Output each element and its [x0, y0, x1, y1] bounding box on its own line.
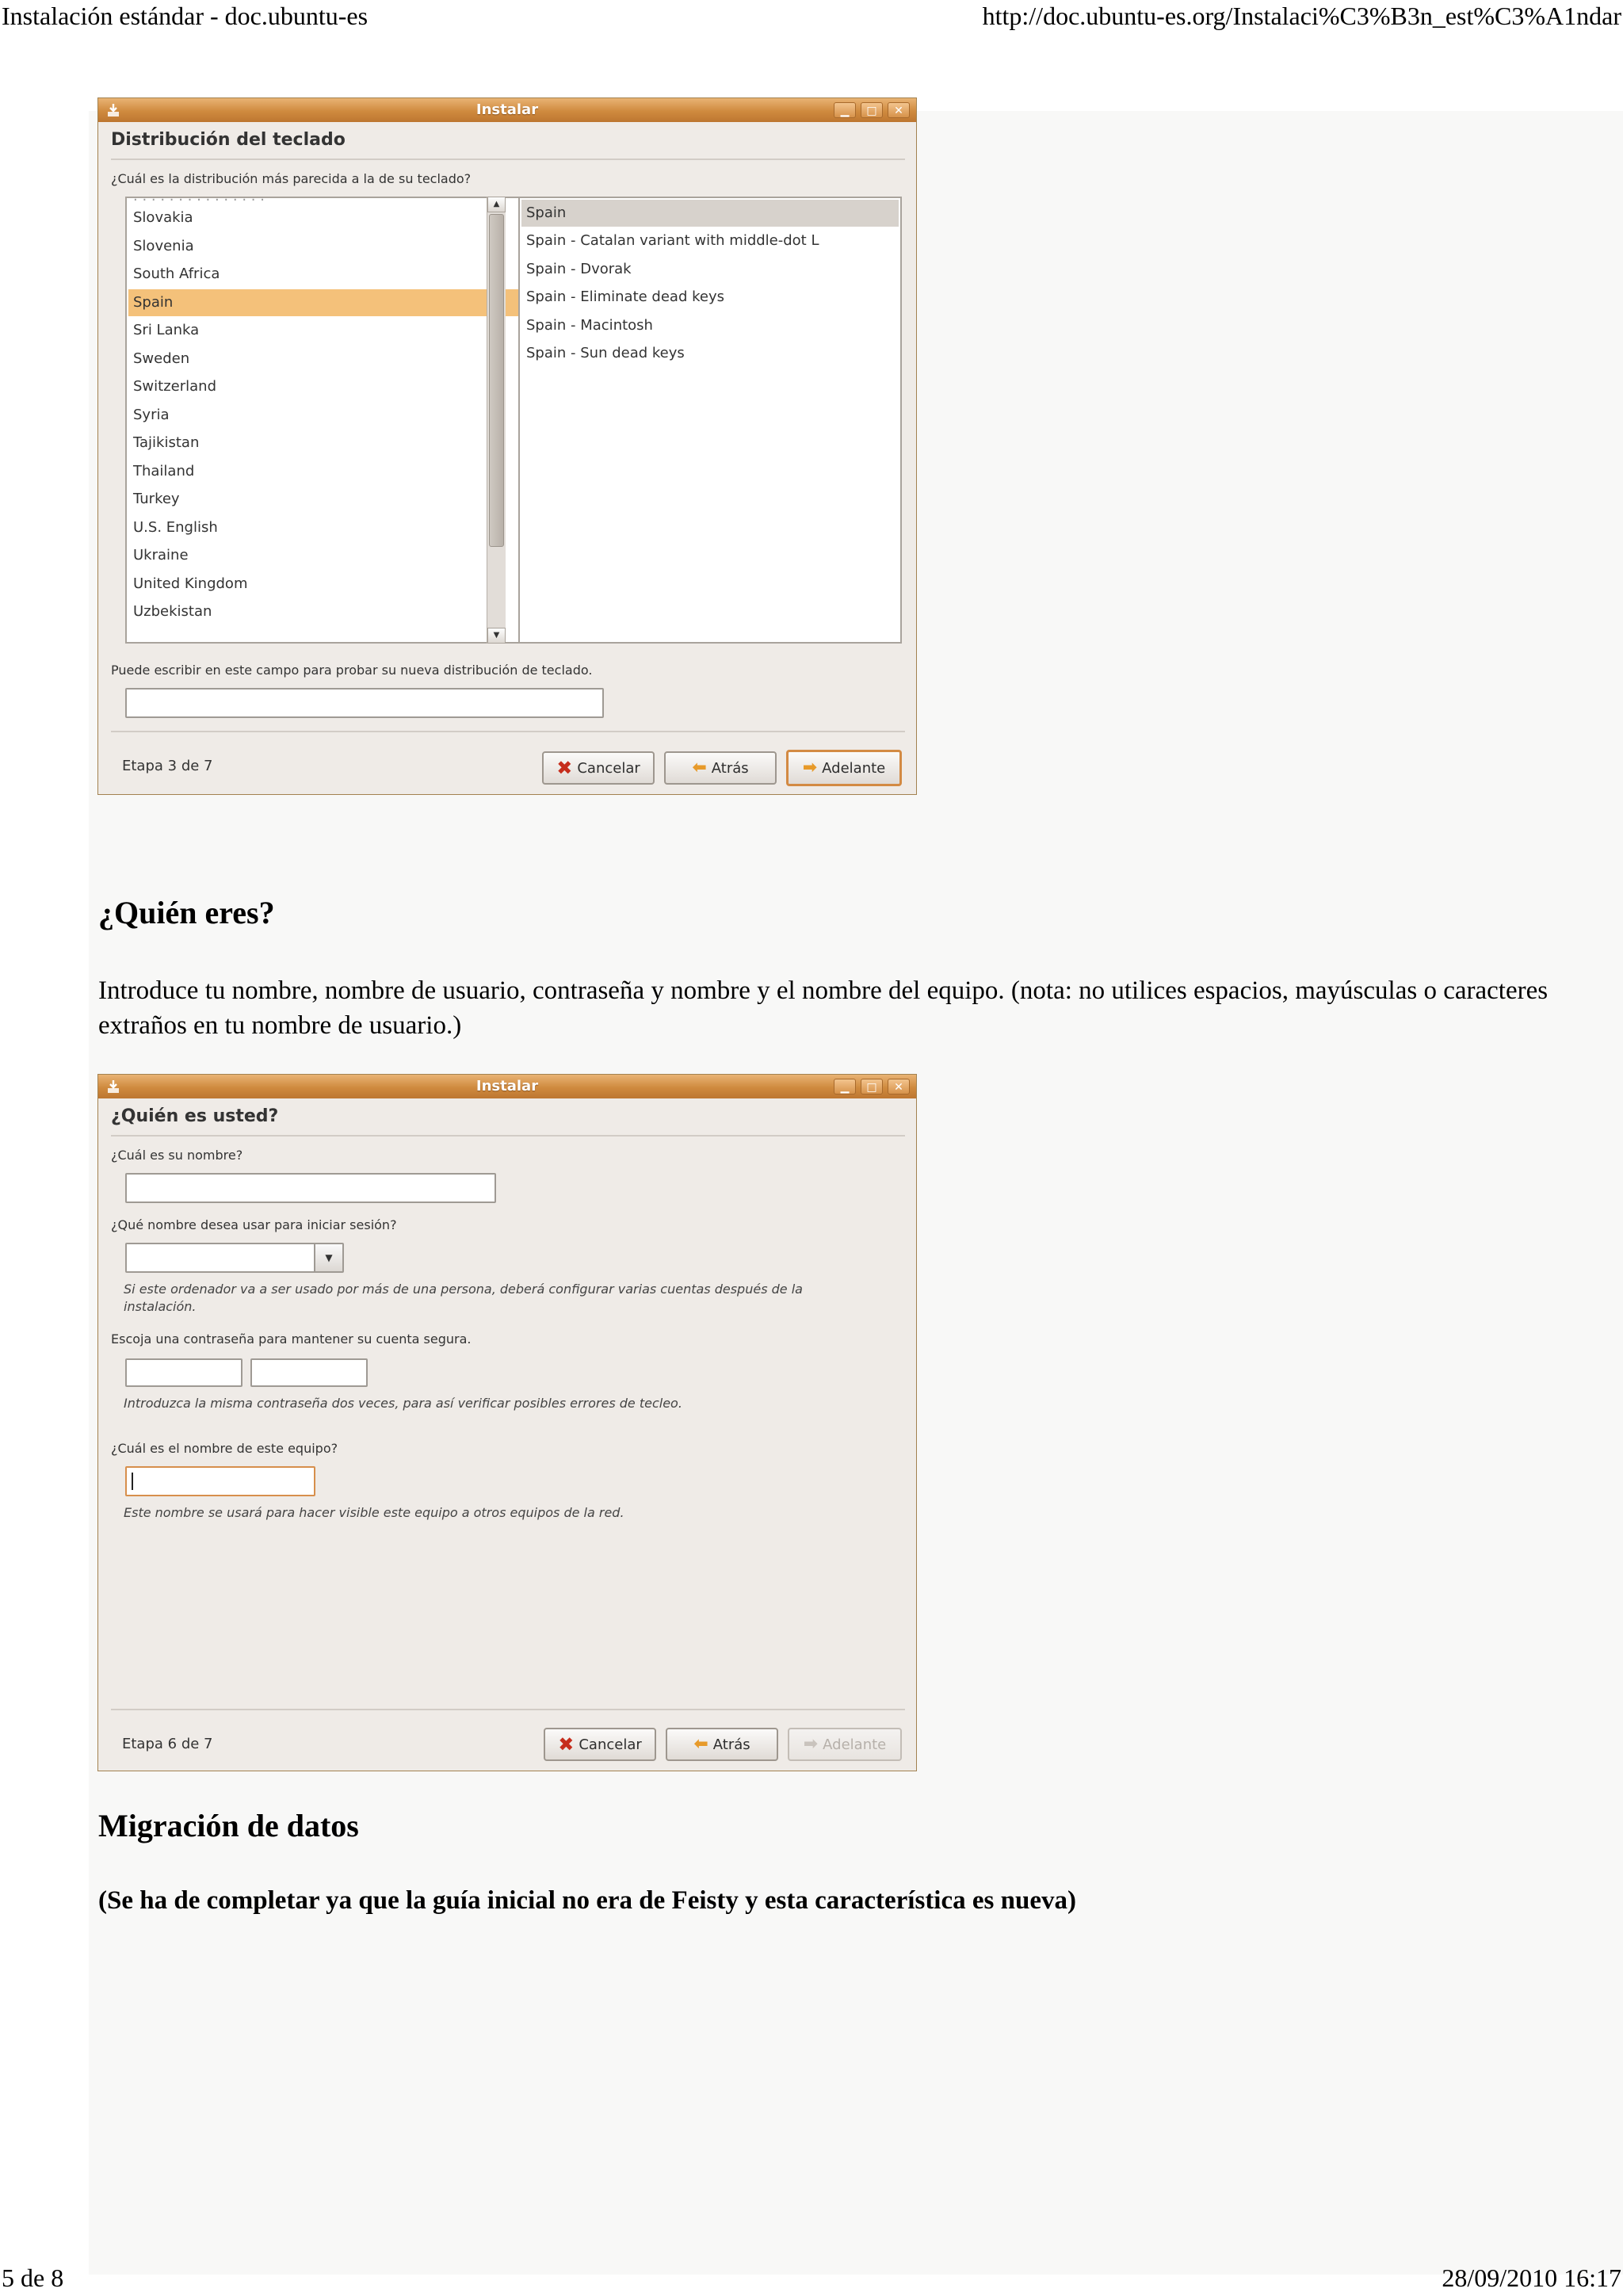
- back-button[interactable]: [666, 1728, 778, 1761]
- password-field[interactable]: [125, 1358, 242, 1387]
- country-item[interactable]: Sri Lanka: [133, 322, 200, 338]
- variant-item[interactable]: Spain - Macintosh: [526, 317, 653, 334]
- country-item[interactable]: Sweden: [133, 350, 190, 367]
- print-header-url: http://doc.ubuntu-es.org/Instalaci%C3%B3n_est%C3%A1ndar: [982, 2, 1621, 30]
- name-label: ¿Cuál es su nombre?: [111, 1148, 243, 1163]
- password-hint: Introduzca la misma contraseña dos veces, para así verificar posibles errores de tecleo.: [124, 1396, 682, 1411]
- back-button-label: Atrás: [711, 759, 749, 777]
- variant-item[interactable]: Spain - Catalan variant with middle-dot L: [526, 232, 819, 249]
- window-heading: Distribución del teclado: [111, 130, 346, 150]
- variant-listbox[interactable]: [518, 197, 902, 644]
- step-indicator: Etapa 6 de 7: [122, 1736, 213, 1752]
- variant-item[interactable]: Spain - Dvorak: [526, 261, 632, 277]
- minimize-icon[interactable]: ▁: [834, 102, 856, 118]
- scroll-up-icon[interactable]: ▲: [487, 197, 506, 212]
- divider: [111, 159, 905, 160]
- scrollbar-thumb[interactable]: [489, 214, 504, 547]
- hostname-label: ¿Cuál es el nombre de este equipo?: [111, 1441, 338, 1456]
- back-button-label: Atrás: [712, 1736, 750, 1753]
- window-title: Instalar: [475, 101, 539, 118]
- divider: [111, 1709, 905, 1710]
- country-item[interactable]: Tajikistan: [133, 434, 200, 451]
- window-heading: ¿Quién es usted?: [111, 1106, 279, 1126]
- forward-button-label: Adelante: [822, 759, 886, 777]
- full-name-input[interactable]: [125, 1173, 496, 1203]
- forward-button-label: Adelante: [823, 1736, 887, 1753]
- login-hint: Si este ordenador va a ser usado por más de una persona, deberá configurar varias cuentas después de la instalación.: [124, 1282, 803, 1314]
- back-arrow-icon: ⬅: [693, 1734, 708, 1754]
- cancel-icon: ✖: [558, 1733, 575, 1755]
- back-arrow-icon: ⬅: [692, 758, 707, 777]
- section-paragraph-who: Introduce tu nombre, nombre de usuario, contraseña y nombre y el nombre del equipo. (nota: no utilices espacios, mayúsculas o caracteres extraños en tu nombre de usuario.): [98, 976, 1549, 1040]
- country-item[interactable]: Syria: [133, 407, 170, 423]
- country-item[interactable]: United Kingdom: [133, 575, 248, 592]
- installer-window-user: [98, 1075, 916, 1771]
- password-label: Escoja una contraseña para mantener su cuenta segura.: [111, 1331, 472, 1347]
- window-titlebar: [98, 98, 916, 122]
- cancel-icon: ✖: [556, 757, 573, 779]
- cancel-button[interactable]: [542, 751, 655, 785]
- print-footer-page: 5 de 8: [2, 2264, 64, 2292]
- keyboard-question-label: ¿Cuál es la distribución más parecida a la de su teclado?: [111, 171, 472, 186]
- divider: [111, 731, 905, 732]
- print-header-title: Instalación estándar - doc.ubuntu-es: [2, 2, 369, 30]
- country-item[interactable]: Turkey: [133, 491, 180, 507]
- variant-item[interactable]: Spain - Sun dead keys: [526, 345, 685, 361]
- section-heading-migration: Migración de datos: [98, 1808, 359, 1843]
- step-indicator: Etapa 3 de 7: [122, 758, 213, 774]
- text-caret: [132, 1473, 133, 1490]
- country-item[interactable]: Ukraine: [133, 547, 189, 563]
- scroll-down-icon[interactable]: ▼: [487, 628, 506, 644]
- login-label: ¿Qué nombre desea usar para iniciar sesión?: [111, 1217, 397, 1232]
- cancel-button-label: Cancelar: [577, 759, 640, 777]
- country-item[interactable]: U.S. English: [133, 519, 218, 536]
- keyboard-test-label: Puede escribir en este campo para probar su nueva distribución de teclado.: [111, 663, 593, 678]
- hostname-input[interactable]: [125, 1466, 315, 1496]
- close-icon[interactable]: ✕: [888, 102, 910, 118]
- forward-arrow-icon: ➡: [802, 758, 818, 777]
- divider: [111, 1135, 905, 1137]
- keyboard-test-input[interactable]: [125, 688, 604, 718]
- maximize-icon[interactable]: □: [861, 1079, 883, 1095]
- forward-arrow-icon: ➡: [803, 1734, 819, 1754]
- cancel-button[interactable]: [544, 1728, 656, 1761]
- print-footer-datetime: 28/09/2010 16:17: [1442, 2264, 1621, 2292]
- section-note-migration: (Se ha de completar ya que la guía inicial no era de Feisty y esta característica es nueva): [98, 1886, 1076, 1915]
- variant-item[interactable]: Spain - Eliminate dead keys: [526, 288, 724, 305]
- forward-button[interactable]: [786, 750, 902, 786]
- installer-window-keyboard: [98, 98, 916, 794]
- variant-item-selected[interactable]: Spain: [521, 200, 899, 227]
- close-icon[interactable]: ✕: [888, 1079, 910, 1095]
- country-item[interactable]: South Africa: [133, 266, 220, 282]
- country-item[interactable]: Uzbekistan: [133, 603, 212, 620]
- section-heading-who: ¿Quién eres?: [98, 895, 275, 930]
- country-listbox[interactable]: [125, 192, 583, 644]
- window-titlebar: [98, 1075, 916, 1098]
- country-item[interactable]: Slovakia: [133, 209, 193, 226]
- list-item-partial: · · · · · · · · · · · · · · ·: [133, 192, 265, 208]
- maximize-icon[interactable]: □: [861, 102, 883, 118]
- login-combo[interactable]: [125, 1243, 344, 1273]
- country-scrollbar[interactable]: [487, 197, 506, 644]
- cancel-button-label: Cancelar: [579, 1736, 642, 1753]
- country-item[interactable]: Slovenia: [133, 238, 194, 254]
- hostname-hint: Este nombre se usará para hacer visible este equipo a otros equipos de la red.: [124, 1505, 624, 1520]
- country-item[interactable]: Thailand: [133, 463, 195, 479]
- country-item-selected[interactable]: Spain: [128, 289, 580, 316]
- password-confirm-field[interactable]: [250, 1358, 368, 1387]
- country-item[interactable]: Switzerland: [133, 378, 216, 395]
- minimize-icon[interactable]: ▁: [834, 1079, 856, 1095]
- chevron-down-icon[interactable]: ▼: [314, 1244, 342, 1271]
- window-title: Instalar: [475, 1078, 539, 1095]
- forward-button-disabled: [788, 1728, 902, 1761]
- back-button[interactable]: [664, 751, 777, 785]
